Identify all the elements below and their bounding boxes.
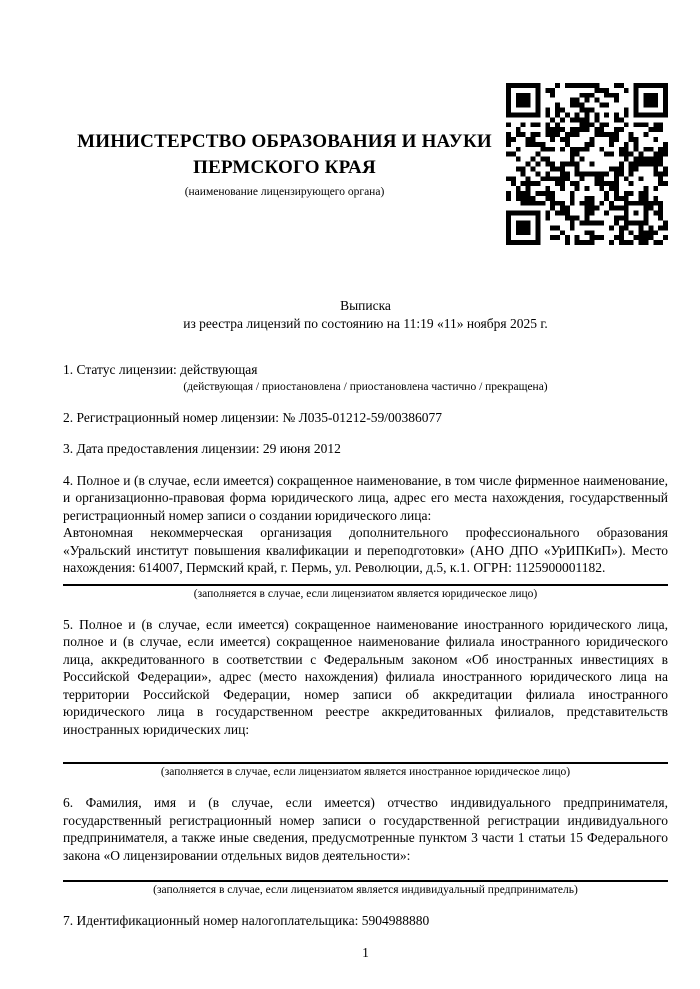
license-status-text: 1. Статус лицензии: действующая bbox=[63, 362, 258, 377]
licensing-authority-caption: (наименование лицензирующего органа) bbox=[184, 186, 385, 198]
item-individual-entrepreneur bbox=[63, 794, 668, 898]
document-title-block bbox=[63, 297, 668, 333]
legal-entity-caption: (заполняется в случае, если лицензиатом является юридическое лицо) bbox=[193, 587, 538, 600]
individual-entrepreneur-caption: (заполняется в случае, если лицензиатом является индивидуальный предприниматель) bbox=[153, 884, 578, 896]
item-legal-entity bbox=[63, 472, 668, 602]
qr-code bbox=[506, 83, 668, 245]
license-status-options-caption: (действующая / приостановлена / приостановлена частично / прекращена) bbox=[183, 380, 548, 393]
item-license-grant-date bbox=[63, 440, 668, 458]
license-grant-date-text: 3. Дата предоставления лицензии: 29 июня 2012 bbox=[63, 441, 341, 456]
document-body bbox=[63, 361, 668, 930]
page-number: 1 bbox=[362, 944, 369, 960]
foreign-entity-caption: (заполняется в случае, если лицензиатом является иностранное юридическое лицо) bbox=[160, 766, 571, 778]
empty-fill-in-field bbox=[63, 738, 668, 762]
registration-number-text: 2. Регистрационный номер лицензии: № Л035-01212-59/00386077 bbox=[63, 409, 443, 425]
document-subtitle: из реестра лицензий по состоянию на 11:19 «11» ноября 2025 г. bbox=[183, 316, 548, 331]
individual-entrepreneur-label-text: 6. Фамилия, имя и (в случае, если имеется) отчество индивидуального предпринимателя, государственный регистрационный номер записи о государственной регистрации индивидуального предпринимателя, а также иные сведения, предусмотренные пунктом 3 части 1 статьи 15 Федерального закона «О лицензировании отдельных видов деятельности»: bbox=[63, 795, 668, 863]
taxpayer-number-text: 7. Идентификационный номер налогоплательщика: 5904988880 bbox=[63, 913, 430, 928]
document-title: Выписка bbox=[340, 298, 391, 313]
item-foreign-entity bbox=[63, 616, 668, 781]
empty-fill-in-field bbox=[63, 864, 668, 880]
item-license-status bbox=[63, 361, 668, 395]
ministry-name-line2: ПЕРМСКОГО КРАЯ bbox=[193, 157, 376, 178]
document-header bbox=[63, 83, 668, 245]
item-taxpayer-number bbox=[63, 912, 668, 930]
legal-entity-value-text: Автономная некоммерческая организация дополнительного профессионального образования «Уральский институт повышения квалификации и переподготовки» (АНО ДПО «УрИПКиП»). Место нахождения: 614007, Пермский край, г. Пермь, ул. Революции, д.5, к.1. ОГРН: 1125900001182. bbox=[63, 525, 668, 575]
ministry-name-line1: МИНИСТЕРСТВО ОБРАЗОВАНИЯ И НАУКИ bbox=[77, 131, 492, 152]
foreign-entity-label-text: 5. Полное и (в случае, если имеется) сокращенное наименование иностранного юридического лица, полное и (в случае, если имеется) сокращенное наименование филиала иностранного юридического лица, аккредитованного в соответствии с Федеральным законом «Об иностранных инвестициях в Российской Федерации», адрес (место нахождения) филиала иностранного юридического лица на территории Российской Федерации, номер записи об аккредитации филиала иностранного юридического лица в государственном реестре аккредитованных филиалов, представительств иностранных юридических лиц: bbox=[63, 616, 668, 737]
item-registration-number bbox=[63, 409, 668, 427]
licensing-authority-block bbox=[63, 129, 506, 199]
legal-entity-label-text: 4. Полное и (в случае, если имеется) сокращенное наименование, в том числе фирменное наименование, и организационно-правовая форма юридического лица, адрес его места нахождения, государственный регистрационный номер записи о создании юридического лица: bbox=[63, 472, 668, 523]
